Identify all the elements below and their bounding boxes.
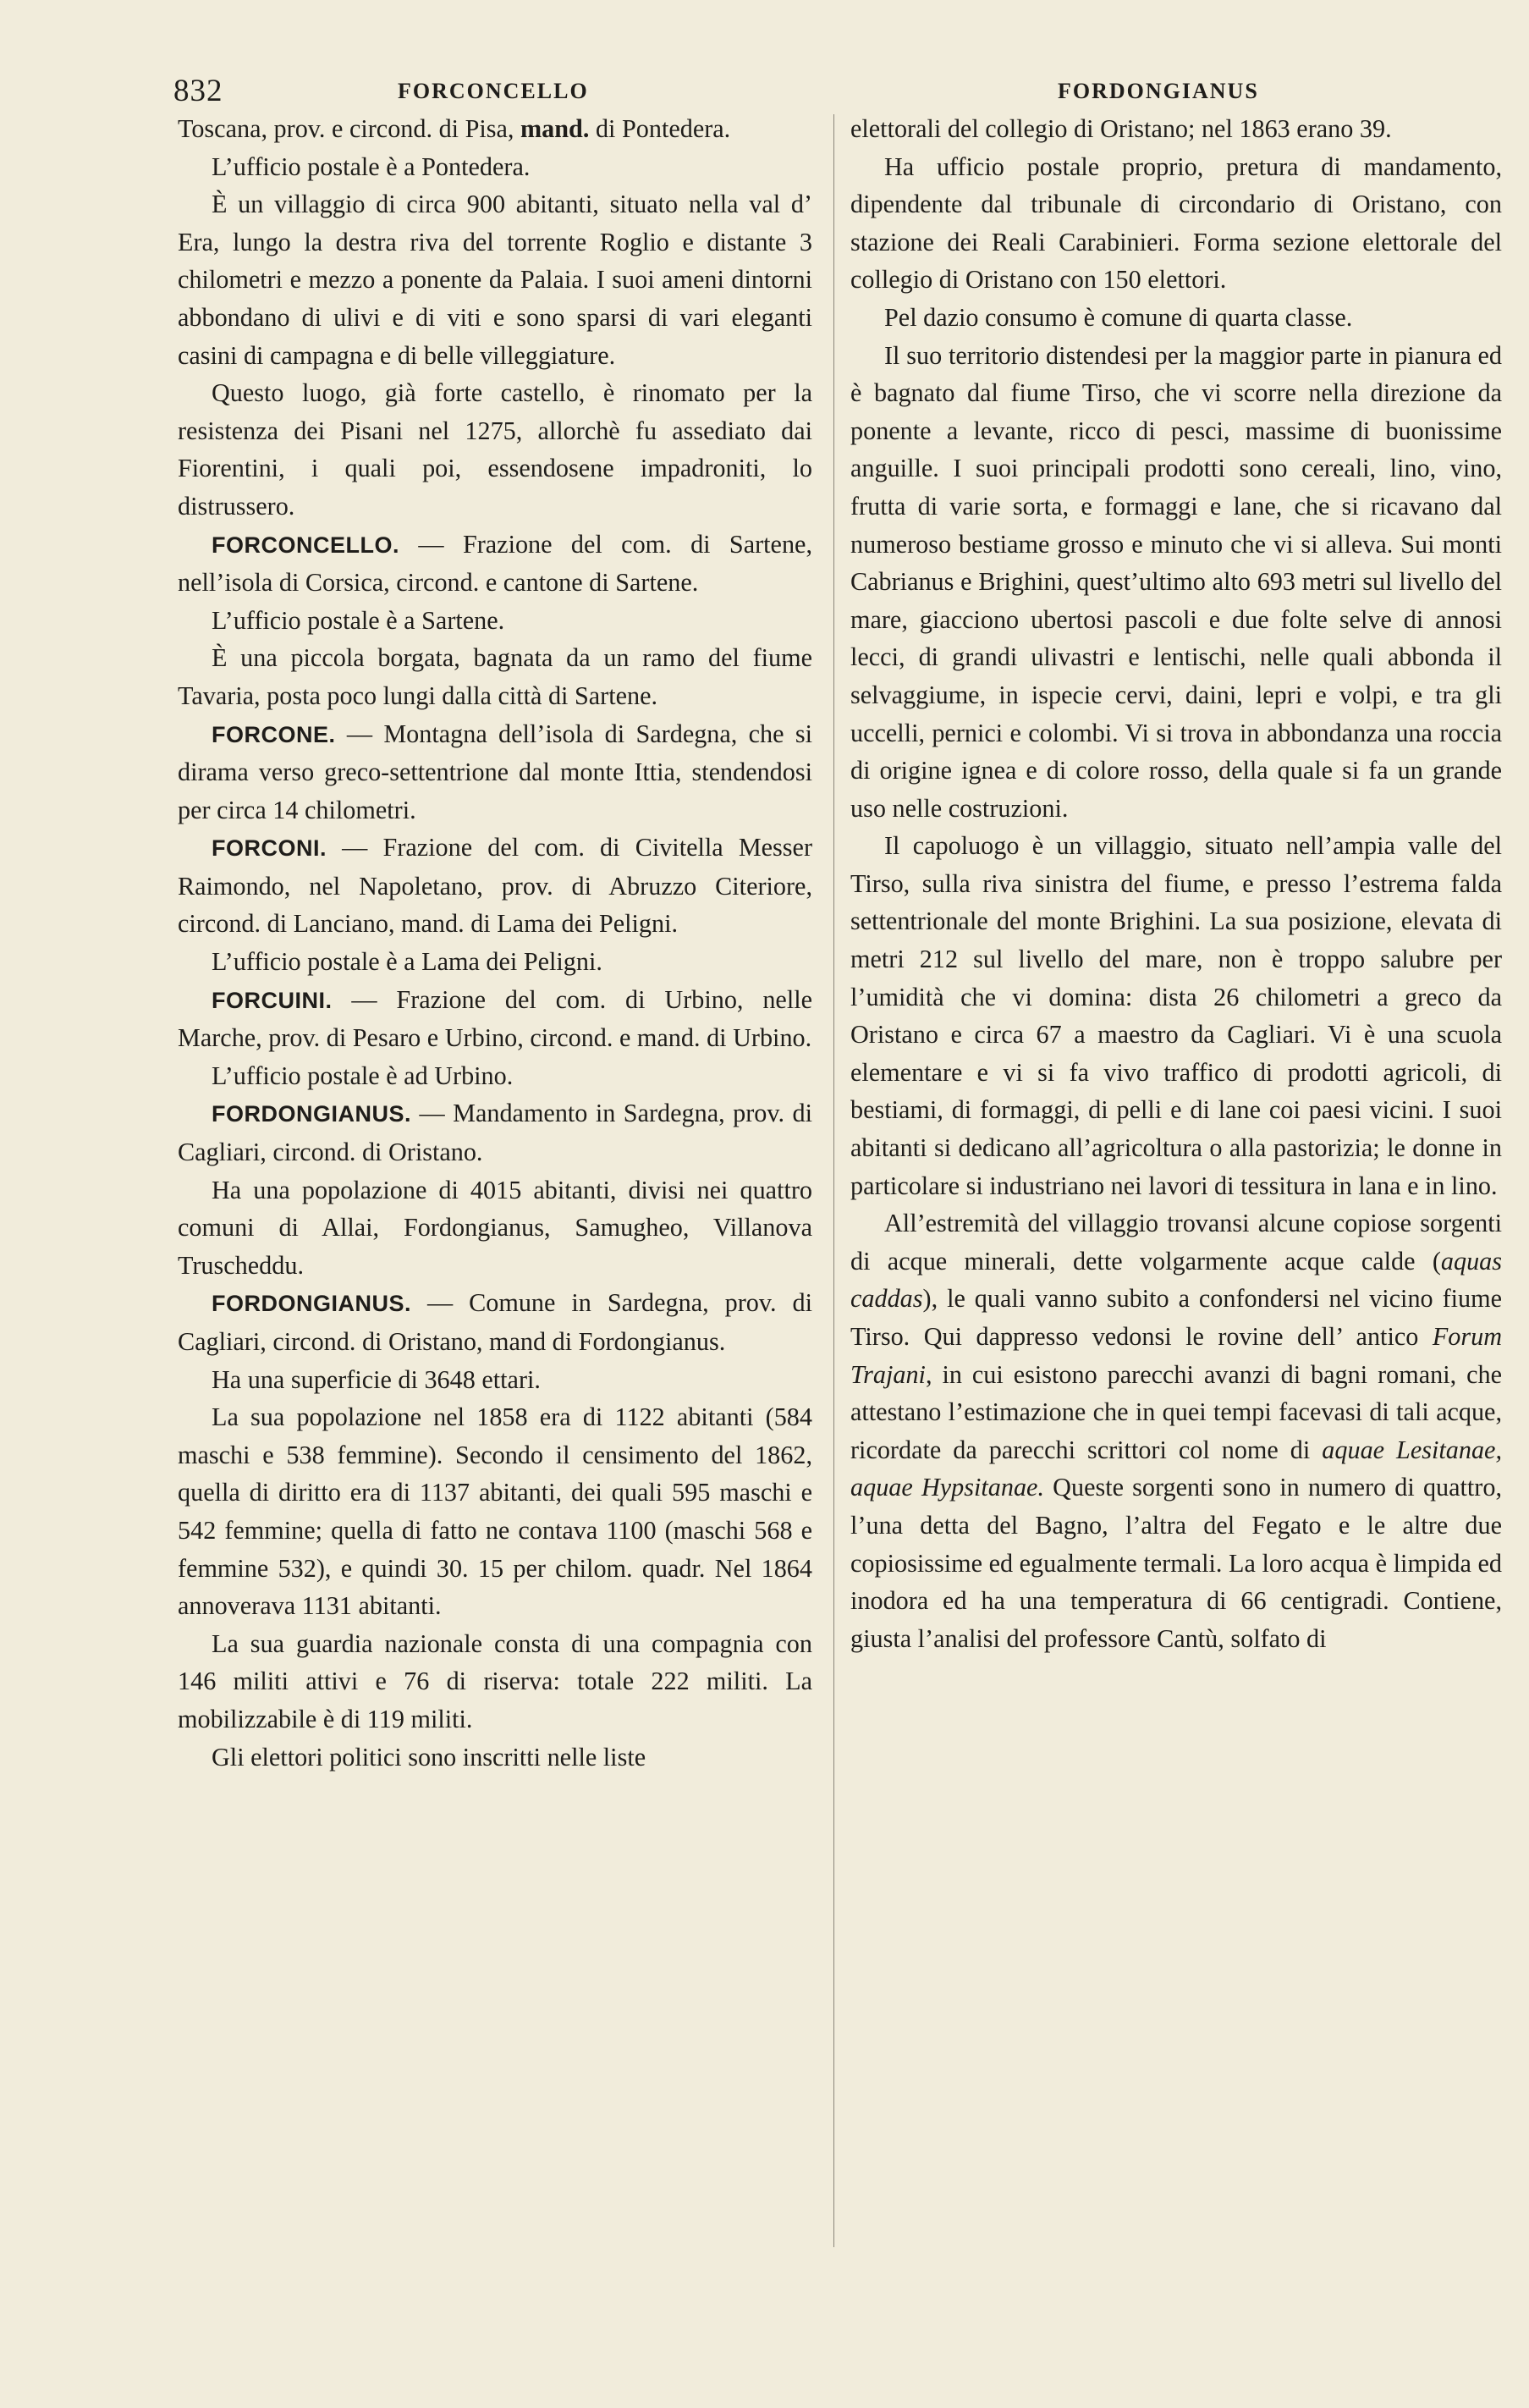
- paragraph: L’ufficio postale è ad Urbino.: [212, 1061, 514, 1090]
- paragraph: Ha una superficie di 3648 ettari.: [212, 1364, 541, 1394]
- paragraph: Pel dazio consumo è comune di quarta classe.: [884, 302, 1353, 332]
- entry-term: FORCONE.: [212, 721, 336, 747]
- paragraph: L’ufficio postale è a Lama dei Peligni.: [212, 947, 602, 977]
- paragraph: Il capoluogo è un villaggio, situato nell’ampia valle del Tirso, sulla riva sinistra del fiume, e presso l’estrema falda settentrionale del monte Brighini. La sua posizione, elevata di metri 212 sul livello del mare, non è troppo salubre per l’umidità che vi domina: dista 26 chilometri a greco da Oristano e circa 67 a maestro da Cagliari. Vi è una scuola elementare e vi si fa vivo traffico di prodotti agricoli, di bestiami, di formaggi, di pelli e di lane coi paesi vicini. I suoi abitanti si dedicano all’agricoltura o alla pastorizia; le donne in particolare si industriano nei lavori di tessitura in lana e in lino.: [850, 831, 1502, 1200]
- page-number: 832: [173, 74, 223, 108]
- italic-term: Forum Trajani: [850, 1322, 1502, 1389]
- paragraph: Ha ufficio postale proprio, pretura di mandamento, dipendente dal tribunale di circondario di Oristano, con stazione dei Reali Carabinieri. Forma sezione elettorale del collegio di Oristano con 150 elettori.: [850, 152, 1502, 295]
- entry-forcuini: FORCUINI. — Frazione del com. di Urbino, nelle Marche, prov. di Pesaro e Urbino, circond. e mand. di Urbino.: [178, 984, 812, 1053]
- left-column: [178, 110, 812, 1776]
- entry-term: FORCONCELLO.: [212, 532, 399, 558]
- paragraph: È un villaggio di circa 900 abitanti, situato nella val d’ Era, lungo la destra riva del torrente Roglio e distante 3 chilometri e mezzo a ponente da Palaia. I suoi ameni dintorni abbondano di ulivi e di viti e sono sparsi di vari eleganti casini di campagna e di belle villeggiature.: [178, 190, 812, 370]
- column-divider: [833, 114, 834, 2247]
- entry-fordongianus-mandamento: FORDONGIANUS. — Mandamento in Sardegna, prov. di Cagliari, circond. di Oristano.: [178, 1099, 813, 1167]
- running-head-left: FORCONCELLO: [398, 79, 589, 103]
- entry-forconi: FORCONI. — Frazione del com. di Civitella Messer Raimondo, nel Napoletano, prov. di Abruzzo Citeriore, circond. di Lanciano, mand. di Lama dei Peligni.: [178, 833, 813, 939]
- entry-forconcello: FORCONCELLO. — Frazione del com. di Sartene, nell’isola di Corsica, circond. e cantone di Sartene.: [178, 529, 812, 598]
- paragraph: Il suo territorio distendesi per la maggior parte in pianura ed è bagnato dal fiume Tirso, che vi scorre nella direzione da ponente a levante, ricco di pesci, massime di buonissime anguille. I suoi principali prodotti sono cereali, lino, vino, frutta di varie sorta, e formaggi e lane, che si ricavano dal numeroso bestiame grosso e minuto che vi si alleva. Sui monti Cabrianus e Brighini, quest’ultimo alto 693 metri sul livello del mare, giacciono ubertosi pascoli e due folte selve di annosi lecci, di grandi ulivastri e lentischi, nelle quali abbonda il selvaggiume, in ispecie cervi, daini, lepri e volpi, e tra gli uccelli, pernici e colombi. Vi si trova in abbondanza una roccia di origine ignea e di colore rosso, della quale si fa un grande uso nelle costruzioni.: [850, 340, 1502, 823]
- paragraph: L’ufficio postale è a Pontedera.: [212, 152, 531, 181]
- paragraph: Toscana, prov. e circond. di Pisa, mand. di Pontedera.: [178, 114, 731, 143]
- entry-term: FORCUINI.: [212, 987, 333, 1013]
- paragraph: Questo luogo, già forte castello, è rinomato per la resistenza dei Pisani nel 1275, allorchè fu assediato dai Fiorentini, i quali poi, essendosene impadroniti, lo distrussero.: [178, 378, 812, 521]
- entry-forcone: FORCONE. — Montagna dell’isola di Sardegna, che si dirama verso greco-settentrione dal monte Ittia, stendendosi per circa 14 chilometri.: [178, 719, 812, 824]
- paragraph: Gli elettori politici sono inscritti nelle liste: [212, 1742, 646, 1772]
- entry-fordongianus-comune: FORDONGIANUS. — Comune in Sardegna, prov. di Cagliari, circond. di Oristano, mand di Fordongianus.: [178, 1288, 813, 1356]
- paragraph: Ha una popolazione di 4015 abitanti, divisi nei quattro comuni di Allai, Fordongianus, Samugheo, Villanova Truscheddu.: [178, 1175, 812, 1280]
- italic-term: aquae Lesitanae, aquae Hypsitanae.: [850, 1435, 1502, 1502]
- mand-abbreviation: mand.: [520, 114, 590, 143]
- running-head-right: FORDONGIANUS: [1058, 79, 1259, 103]
- paragraph: elettorali del collegio di Oristano; nel 1863 erano 39.: [850, 114, 1392, 143]
- entry-term: FORCONI.: [212, 835, 327, 862]
- paragraph: L’ufficio postale è a Sartene.: [212, 605, 505, 635]
- right-column: [850, 110, 1502, 1657]
- paragraph: È una piccola borgata, bagnata da un ramo del fiume Tavaria, posta poco lungi dalla città di Sartene.: [178, 643, 812, 710]
- entry-term: FORDONGIANUS.: [212, 1291, 411, 1317]
- paragraph: La sua guardia nazionale consta di una compagnia con 146 militi attivi e 76 di riserva: totale 222 militi. La mobilizzabile è di 119 militi.: [178, 1628, 812, 1733]
- italic-term: aquas caddas: [850, 1246, 1502, 1314]
- paragraph: La sua popolazione nel 1858 era di 1122 abitanti (584 maschi e 538 femmine). Secondo il censimento del 1862, quella di diritto era di 1137 abitanti, dei quali 595 maschi e 542 femmine; quella di fatto ne contava 1100 (maschi 568 e femmine 532), e quindi 30. 15 per chilom. quadr. Nel 1864 annoverava 1131 abitanti.: [178, 1402, 812, 1621]
- paragraph: All’estremità del villaggio trovansi alcune copiose sorgenti di acque minerali, dette volgarmente acque calde (aquas caddas), le quali vanno subito a confondersi nel vicino fiume Tirso. Qui dappresso vedonsi le rovine dell’ antico Forum Trajani, in cui esistono parecchi avanzi di bagni romani, che attestano l’estimazione che in quei tempi facevasi di tali acque, ricordate da parecchi scrittori col nome di aquae Lesitanae, aquae Hypsitanae. Queste sorgenti sono in numero di quattro, l’una detta del Bagno, l’altra del Fegato e le altre due copiosissime ed egualmente termali. La loro acqua è limpida ed inodora ed ha una temperatura di 66 centigradi. Contiene, giusta l’analisi del professore Cantù, solfato di: [850, 1209, 1502, 1653]
- entry-term: FORDONGIANUS.: [212, 1101, 411, 1127]
